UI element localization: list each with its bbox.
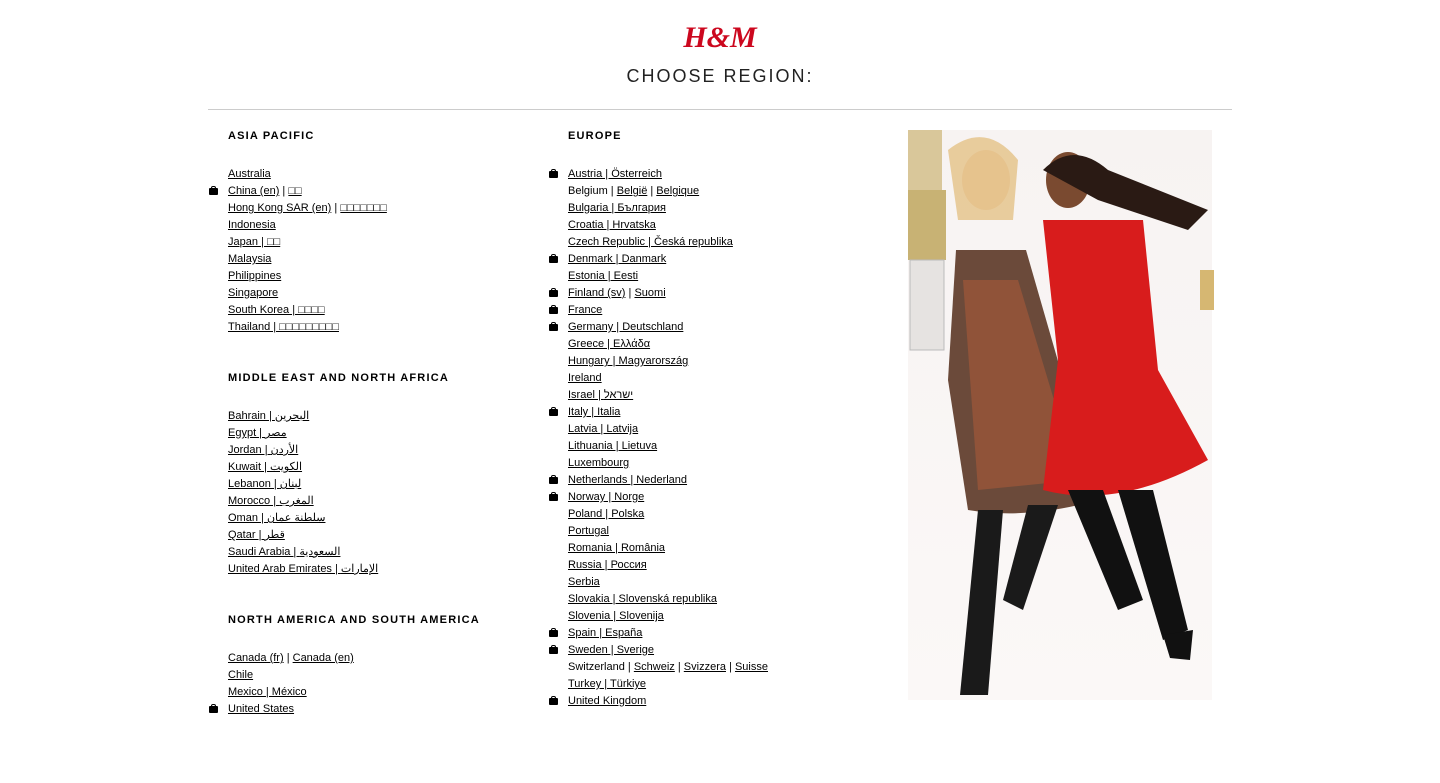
- region-item: [548, 506, 888, 523]
- region-item: [548, 251, 888, 268]
- region-item: [208, 166, 528, 183]
- region-link[interactable]: Ireland: [568, 372, 602, 384]
- separator: |: [624, 661, 634, 673]
- region-item: [208, 408, 528, 425]
- region-item: [208, 183, 528, 200]
- separator: |: [674, 661, 684, 673]
- gift-box: [908, 130, 942, 190]
- region-link[interactable]: Slovenia | Slovenija: [568, 610, 664, 622]
- shopping-bag-icon: [549, 645, 558, 654]
- region-link[interactable]: Japan | □□: [228, 236, 281, 248]
- region-link[interactable]: □□: [288, 185, 302, 197]
- region-link[interactable]: Australia: [228, 168, 271, 180]
- region-link[interactable]: Schweiz: [633, 661, 675, 673]
- region-item: [548, 166, 888, 183]
- region-item: [208, 319, 528, 336]
- region-link[interactable]: Lithuania | Lietuva: [568, 440, 658, 452]
- left-column: [208, 130, 528, 718]
- section-spacer: [208, 578, 528, 614]
- region-item: [208, 527, 528, 544]
- region-item: [548, 608, 888, 625]
- region-item: [548, 404, 888, 421]
- region-item: [548, 642, 888, 659]
- region-item: [548, 302, 888, 319]
- region-link[interactable]: United Kingdom: [568, 695, 647, 707]
- region-item: [548, 676, 888, 693]
- region-item: [548, 438, 888, 455]
- region-link[interactable]: Denmark | Danmark: [568, 253, 667, 265]
- page-title: CHOOSE REGION:: [626, 66, 814, 86]
- region-link[interactable]: Bulgaria | България: [568, 202, 666, 214]
- region-link[interactable]: Greece | Ελλάδα: [568, 338, 651, 350]
- region-item: [208, 650, 528, 667]
- region-link[interactable]: Latvia | Latvija: [568, 423, 639, 435]
- region-link[interactable]: Jordan | الأردن: [228, 444, 299, 456]
- shopping-bag-icon: [209, 704, 218, 713]
- region-item: [208, 561, 528, 578]
- region-link[interactable]: Germany | Deutschland: [568, 321, 684, 333]
- section-americas: [208, 614, 528, 718]
- region-item: [548, 183, 888, 200]
- region-item: [548, 591, 888, 608]
- separator: |: [625, 287, 635, 299]
- region-item: [208, 459, 528, 476]
- region-item: [548, 693, 888, 710]
- region-link[interactable]: Hungary | Magyarország: [568, 355, 689, 367]
- region-item: [208, 217, 528, 234]
- region-item: [208, 667, 528, 684]
- region-item: [548, 387, 888, 404]
- model-leg: [960, 510, 1003, 695]
- region-link[interactable]: Netherlands | Nederland: [568, 474, 688, 486]
- region-item: [548, 421, 888, 438]
- region-link[interactable]: Spain | España: [568, 627, 643, 639]
- model-leg: [1003, 505, 1058, 610]
- region-item: [208, 442, 528, 459]
- region-item: [208, 701, 528, 718]
- shopping-bag-icon: [549, 696, 558, 705]
- region-link[interactable]: Slovakia | Slovenská republika: [568, 593, 717, 605]
- region-item: [208, 234, 528, 251]
- region-link[interactable]: Croatia | Hrvatska: [568, 219, 656, 231]
- shopping-bag-icon: [209, 186, 218, 195]
- region-link[interactable]: Luxembourg: [568, 457, 630, 469]
- section-spacer: [208, 336, 528, 372]
- separator: |: [279, 185, 289, 197]
- region-item: [548, 234, 888, 251]
- region-link[interactable]: Romania | România: [568, 542, 666, 554]
- region-link[interactable]: Poland | Polska: [568, 508, 645, 520]
- region-item: [548, 455, 888, 472]
- separator: |: [283, 652, 293, 664]
- gift-box: [908, 190, 946, 260]
- region-link[interactable]: Suisse: [734, 661, 768, 673]
- region-item: [208, 285, 528, 302]
- region-item: [548, 217, 888, 234]
- region-link[interactable]: Singapore: [228, 287, 279, 299]
- gift-box: [1200, 270, 1214, 310]
- region-item: [208, 544, 528, 561]
- region-link[interactable]: Serbia: [568, 576, 600, 588]
- region-link[interactable]: Turkey | Türkiye: [568, 678, 647, 690]
- region-item: [208, 251, 528, 268]
- section-europe: [548, 130, 888, 710]
- section-title: EUROPE: [568, 130, 622, 142]
- region-item: [208, 493, 528, 510]
- region-item: [208, 684, 528, 701]
- separator: |: [725, 661, 735, 673]
- shopping-bag-icon: [549, 407, 558, 416]
- separator: |: [607, 185, 617, 197]
- region-link[interactable]: Czech Republic | Česká republika: [568, 236, 733, 248]
- model-hair: [948, 137, 1018, 220]
- region-link[interactable]: België: [616, 185, 648, 197]
- region-link[interactable]: Italy | Italia: [568, 406, 621, 418]
- region-link[interactable]: France: [568, 304, 603, 316]
- region-link[interactable]: Austria | Österreich: [568, 168, 662, 180]
- shopping-bag-icon: [549, 628, 558, 637]
- section-title: NORTH AMERICA AND SOUTH AMERICA: [228, 614, 480, 626]
- region-link[interactable]: Portugal: [568, 525, 609, 537]
- region-item: [208, 268, 528, 285]
- region-list: [548, 166, 888, 710]
- region-link[interactable]: Israel | ישראל: [568, 389, 634, 401]
- region-link[interactable]: Egypt | مصر: [228, 427, 287, 439]
- region-list: [208, 408, 528, 578]
- model-shoe: [1163, 630, 1193, 660]
- region-link[interactable]: South Korea | □□□□: [228, 304, 325, 316]
- shopping-bag-icon: [549, 288, 558, 297]
- region-link[interactable]: Russia | Россия: [568, 559, 647, 571]
- region-list: [208, 166, 528, 336]
- shopping-bag-icon: [549, 322, 558, 331]
- region-link[interactable]: Norway | Norge: [568, 491, 645, 503]
- region-link[interactable]: Sweden | Sverige: [568, 644, 655, 656]
- region-link[interactable]: United Arab Emirates | الإمارات: [228, 563, 379, 575]
- shopping-bag-icon: [549, 169, 558, 178]
- header-divider: [208, 109, 1232, 110]
- region-label: Belgium: [568, 185, 608, 197]
- section-middle-east: [208, 372, 528, 578]
- region-item: [548, 200, 888, 217]
- region-item: [548, 353, 888, 370]
- region-link[interactable]: Morocco | المغرب: [228, 495, 314, 507]
- region-item: [548, 489, 888, 506]
- region-item: [548, 574, 888, 591]
- region-item: [548, 370, 888, 387]
- region-item: [208, 425, 528, 442]
- separator: |: [647, 185, 657, 197]
- region-link[interactable]: Lebanon | لبنان: [228, 478, 302, 490]
- region-link[interactable]: Saudi Arabia | السعودية: [228, 546, 341, 558]
- region-item: [548, 659, 888, 676]
- region-link[interactable]: Finland (sv): [568, 287, 626, 299]
- shopping-bag-icon: [549, 475, 558, 484]
- region-link[interactable]: Canada (fr): [228, 652, 284, 664]
- gift-box: [910, 260, 944, 350]
- region-link[interactable]: Canada (en): [292, 652, 354, 664]
- region-item: [548, 557, 888, 574]
- red-dress: [1043, 220, 1208, 496]
- region-link[interactable]: Indonesia: [228, 219, 276, 231]
- region-item: [548, 268, 888, 285]
- region-list: [208, 650, 528, 718]
- region-link[interactable]: Bahrain | البحرين: [228, 410, 310, 422]
- campaign-illustration: [908, 130, 1212, 700]
- region-link[interactable]: Qatar | قطر: [228, 529, 285, 541]
- region-link[interactable]: Svizzera: [683, 661, 726, 673]
- region-link[interactable]: Oman | سلطنة عمان: [228, 512, 326, 524]
- middle-column: [548, 130, 888, 710]
- shopping-bag-icon: [549, 492, 558, 501]
- region-link[interactable]: Estonia | Eesti: [568, 270, 639, 282]
- region-link[interactable]: Thailand | □□□□□□□□□: [228, 321, 339, 333]
- region-link[interactable]: Malaysia: [228, 253, 272, 265]
- region-item: [548, 523, 888, 540]
- hm-logo[interactable]: [683, 16, 757, 56]
- separator: |: [331, 202, 341, 214]
- region-link[interactable]: Hong Kong SAR (en): [228, 202, 332, 214]
- region-item: [548, 285, 888, 302]
- region-link[interactable]: □□□□□□□: [340, 202, 387, 214]
- region-item: [548, 540, 888, 557]
- region-item: [208, 200, 528, 217]
- section-title: MIDDLE EAST AND NORTH AFRICA: [228, 372, 449, 384]
- section-asia-pacific: [208, 130, 528, 336]
- region-link[interactable]: Chile: [228, 669, 254, 681]
- region-item: [548, 319, 888, 336]
- section-title: ASIA PACIFIC: [228, 130, 315, 142]
- region-label: Switzerland: [568, 661, 625, 673]
- region-item: [548, 472, 888, 489]
- region-item: [208, 476, 528, 493]
- region-link[interactable]: Philippines: [228, 270, 282, 282]
- region-link[interactable]: United States: [228, 703, 295, 715]
- region-link[interactable]: Kuwait | الكويت: [228, 461, 303, 473]
- region-item: [548, 336, 888, 353]
- shopping-bag-icon: [549, 254, 558, 263]
- region-item: [208, 302, 528, 319]
- region-link[interactable]: Mexico | México: [228, 686, 307, 698]
- region-item: [548, 625, 888, 642]
- logo-text: H&M: [683, 21, 757, 54]
- campaign-photo: [908, 130, 1212, 700]
- shopping-bag-icon: [549, 305, 558, 314]
- region-item: [208, 510, 528, 527]
- region-link[interactable]: China (en): [228, 185, 280, 197]
- region-link[interactable]: Suomi: [634, 287, 666, 299]
- region-link[interactable]: Belgique: [656, 185, 700, 197]
